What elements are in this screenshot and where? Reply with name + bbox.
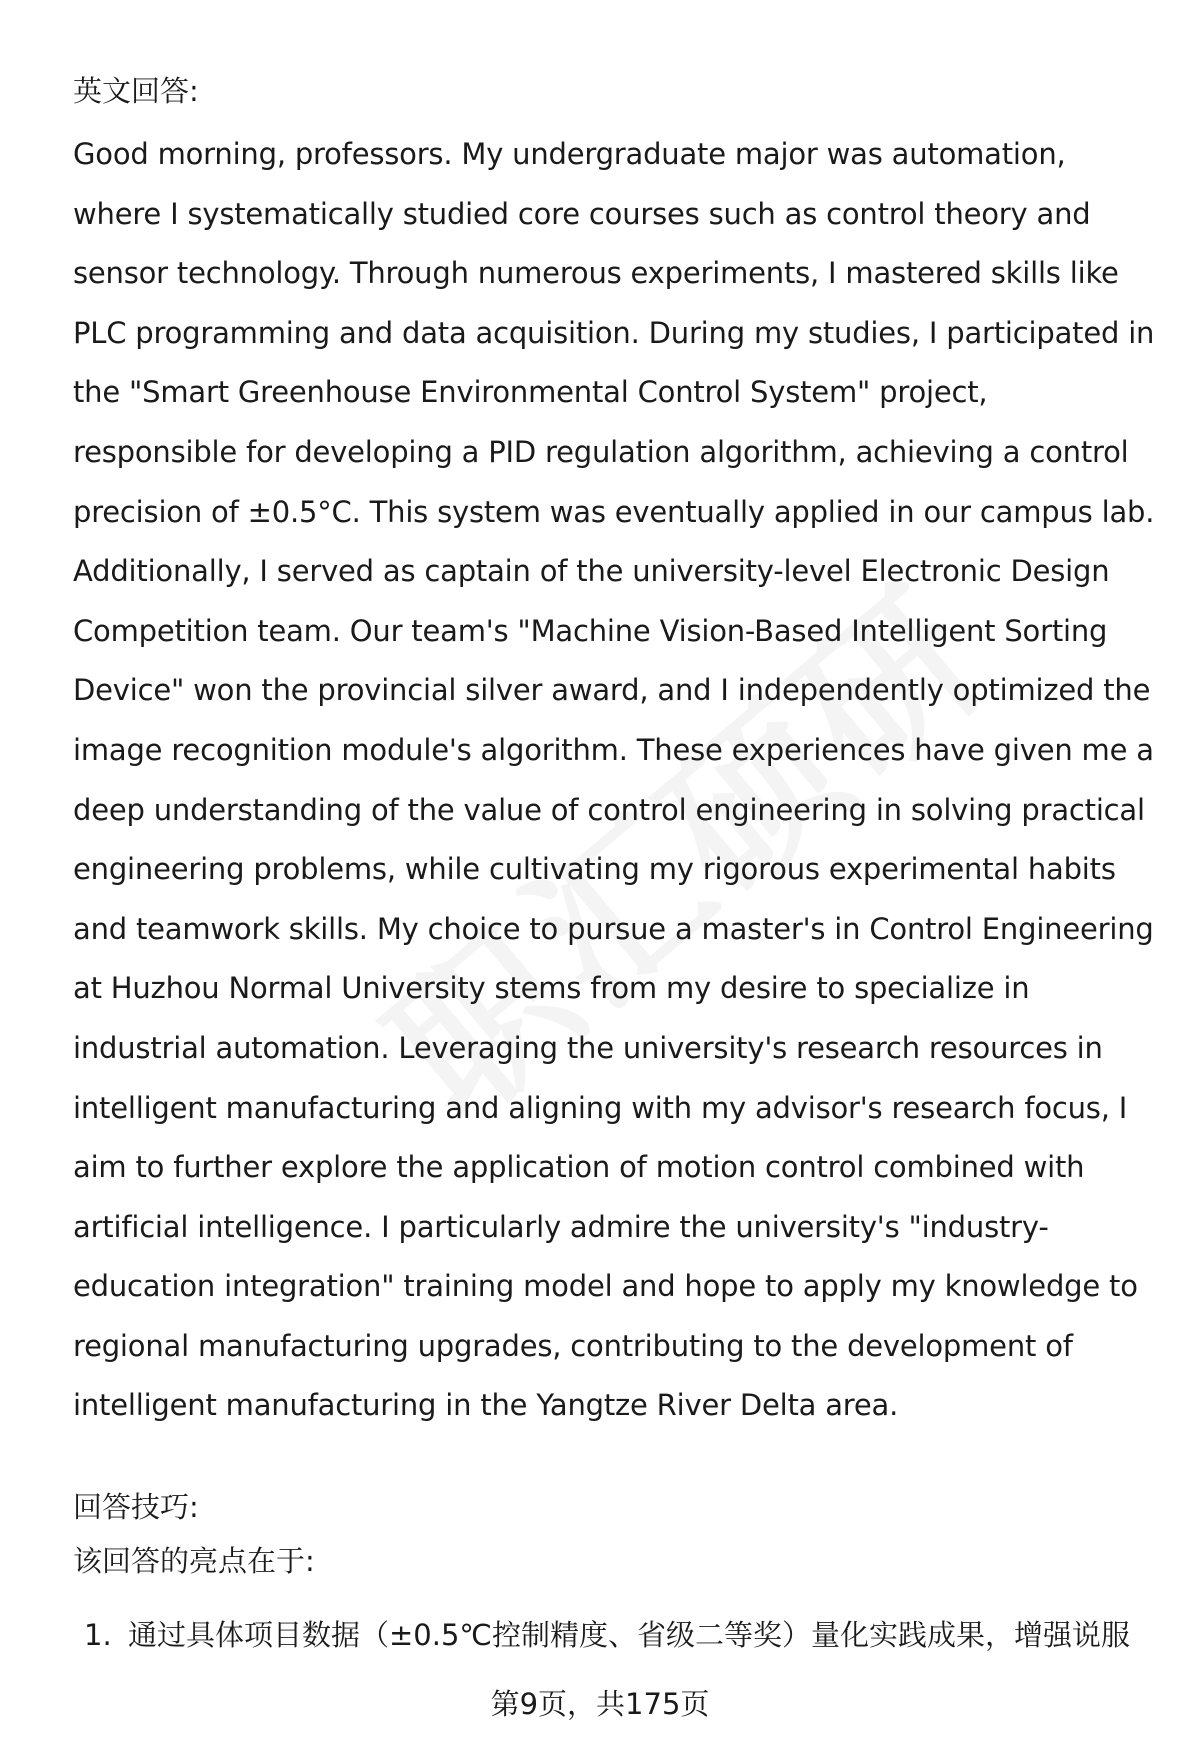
list-item-text: 通过具体项目数据（±0.5℃控制精度、省级二等奖）量化实践成果，增强说服 <box>128 1618 1130 1652</box>
english-answer-paragraph: Good morning, professors. My undergraduate major was automation, where I systematically studied core courses such as control theory and sensor technology. Through numerous experiments, I mastered skills like PLC programming and data acquisition. During my studies, I participated in the "Smart Greenhouse Environmental Control System" project, responsible for developing a PID regulation algorithm, achieving a control precision of ±0.5°C. This system was eventually applied in our campus lab. Additionally, I served as captain of the university-level Electronic Design Competition team. Our team's "Machine Vision-Based Intelligent Sorting Device" won the provincial silver award, and I independently optimized the image recognition module's algorithm. These experiences have given me a deep understanding of the value of control engineering in solving practical engineering problems, while cultivating my rigorous experimental habits and teamwork skills. My choice to pursue a master's in Control Engineering at Huzhou Normal University stems from my desire to specialize in industrial automation. Leveraging the university's research resources in intelligent manufacturing and aligning with my advisor's research focus, I aim to further explore the application of motion control combined with artificial intelligence. I particularly admire the university's "industry-education integration" training model and hope to apply my knowledge to regional manufacturing upgrades, contributing to the development of intelligent manufacturing in the Yangtze River Delta area. <box>73 137 1155 1423</box>
page-number-footer: 第9页，共175页 <box>490 1687 710 1721</box>
tips-heading: 回答技巧: <box>73 1490 199 1524</box>
answer-heading: 英文回答: <box>73 74 199 108</box>
highlights-intro: 该回答的亮点在于: <box>73 1544 315 1578</box>
list-item-number: 1. <box>84 1618 112 1652</box>
list-item <box>84 1615 1184 1655</box>
